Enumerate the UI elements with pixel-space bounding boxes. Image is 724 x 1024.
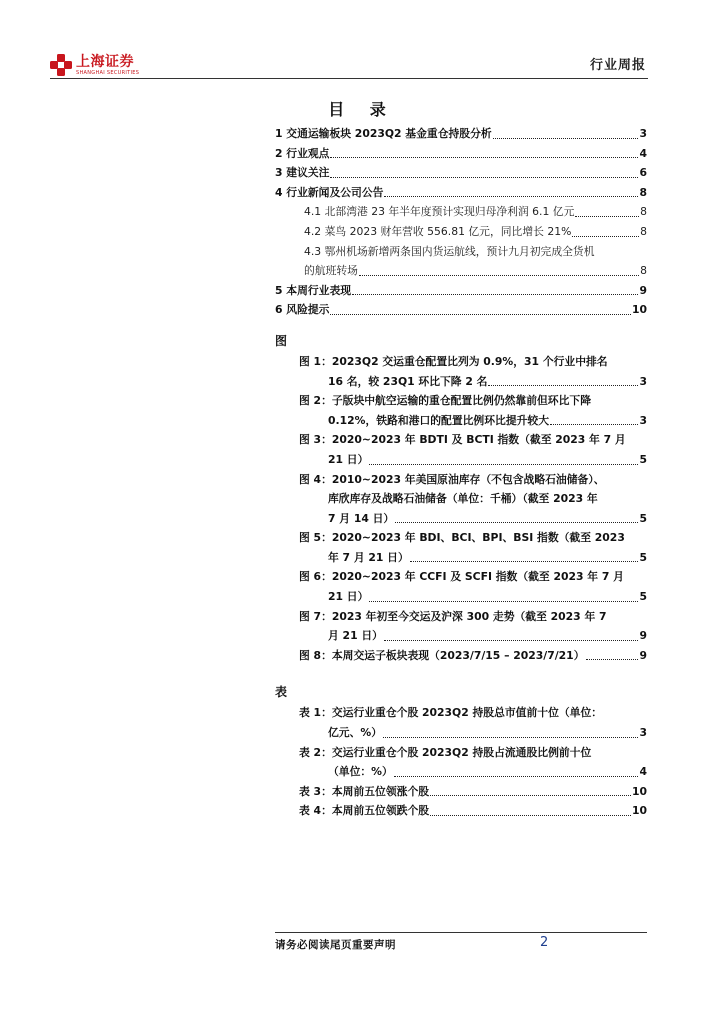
- toc-entry[interactable]: 6 风险提示 10: [275, 303, 647, 317]
- table-of-contents: [275, 124, 647, 821]
- figure-entry[interactable]: 图 3：2020~2023 年 BDTI 及 BCTI 指数（截至 2023 年 7 月 21 日） 5: [299, 433, 647, 466]
- toc-entry[interactable]: 3 建议关注 6: [275, 166, 647, 180]
- toc-subentry[interactable]: 4.1 北部湾港 23 年半年度预计实现归母净利润 6.1 亿元 8: [304, 205, 647, 219]
- table-entry[interactable]: 表 3：本周前五位领涨个股 10: [299, 784, 647, 798]
- report-type: 行业周报: [589, 58, 646, 73]
- figure-entry[interactable]: 图 1：2023Q2 交运重仓配置比列为 0.9%，31 个行业中排名 16 名，较 23Q1 环比下降 2 名 3: [299, 354, 647, 388]
- footer-divider: [275, 932, 647, 933]
- toc-entry[interactable]: 1 交通运输板块 2023Q2 基金重仓持股分析 3: [275, 127, 647, 140]
- toc-subentry[interactable]: 4.3 鄂州机场新增两条国内货运航线，预计九月初完成全货机 的航班转场 8: [304, 244, 647, 278]
- table-entry[interactable]: 表 2：交运行业重仓个股 2023Q2 持股占流通股比例前十位 （单位：%） 4: [299, 745, 647, 779]
- logo-emblem-icon: [50, 54, 72, 76]
- toc-entry[interactable]: 5 本周行业表现 9: [275, 283, 647, 297]
- page-header: [50, 52, 648, 80]
- footer-disclaimer: 请务必阅读尾页重要声明: [275, 939, 396, 951]
- header-divider: [50, 78, 648, 79]
- logo-chinese-name: 上海证券: [76, 53, 134, 70]
- figures-heading: 图: [275, 333, 288, 348]
- figure-entry[interactable]: 图 5：2020~2023 年 BDI、BCI、BPI、BSI 指数（截至 2023 年 7 月 21 日） 5: [299, 531, 647, 564]
- logo-english-name: SHANGHAI SECURITIES: [76, 69, 140, 76]
- company-logo: [50, 54, 139, 76]
- table-entry[interactable]: 表 4：本周前五位领跌个股 10: [299, 804, 647, 818]
- figure-entry[interactable]: 图 4：2010~2023 年美国原油库存（不包含战略石油储备）、 库欣库存及战略石油储备（单位：千桶）（截至 2023 年 7 月 14 日） 5: [299, 472, 647, 525]
- figure-entry[interactable]: 图 7：2023 年初至今交运及沪深 300 走势（截至 2023 年 7 月 21 日） 9: [299, 609, 647, 643]
- figure-entry[interactable]: 图 2：子版块中航空运输的重仓配置比例仍然靠前但环比下降 0.12%，铁路和港口的配置比例环比提升较大 3: [299, 394, 647, 427]
- toc-title: 目 录: [328, 100, 396, 119]
- figure-entry[interactable]: 图 6：2020~2023 年 CCFI 及 SCFI 指数（截至 2023 年 7 月 21 日） 5: [299, 570, 647, 604]
- table-entry[interactable]: 表 1：交运行业重仓个股 2023Q2 持股总市值前十位（单位： 亿元、%） 3: [299, 706, 647, 740]
- figure-entry[interactable]: 图 8：本周交运子板块表现（2023/7/15 – 2023/7/21） 9: [299, 648, 647, 662]
- toc-subentry[interactable]: 4.2 菜鸟 2023 财年营收 556.81 亿元，同比增长 21% 8: [304, 224, 647, 238]
- toc-entry[interactable]: 4 行业新闻及公司公告 8: [275, 185, 647, 199]
- tables-heading: 表: [275, 685, 288, 700]
- page-number: 2: [540, 935, 549, 950]
- toc-entry[interactable]: 2 行业观点 4: [275, 146, 647, 160]
